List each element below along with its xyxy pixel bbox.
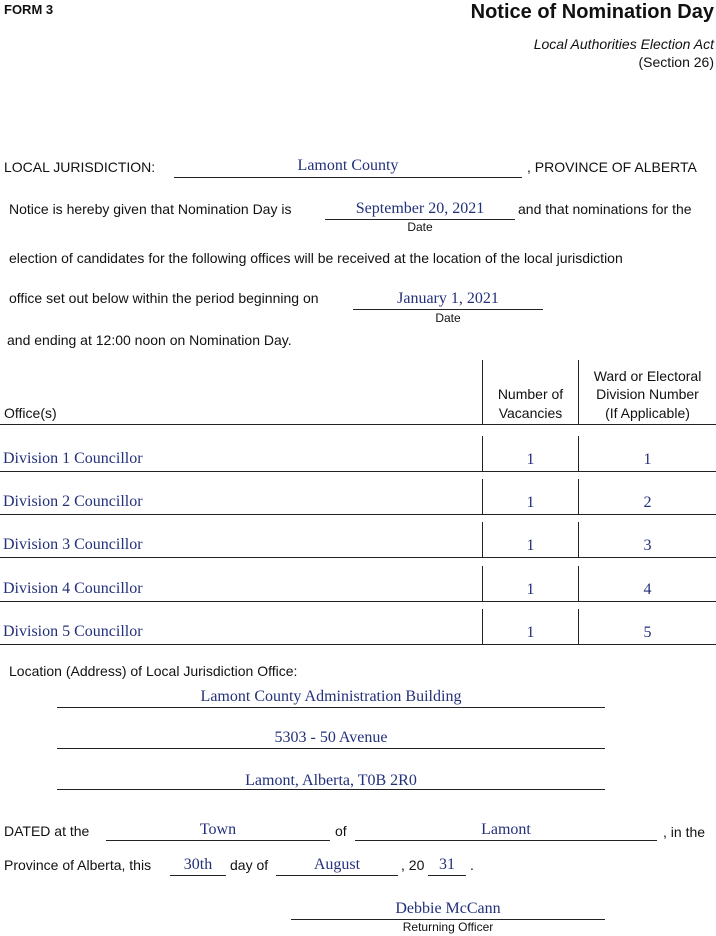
dated-place-type-underline [106,840,330,841]
notice-line4: and ending at 12:00 noon on Nomination Day. [7,332,292,348]
nomination-date: September 20, 2021 [355,200,485,217]
row-office: Division 3 Councillor [3,536,143,553]
signature-name: Debbie McCann [395,900,501,917]
col-ward-header-3: (If Applicable) [605,405,690,421]
row-rule [0,601,716,602]
notice-line3-prefix: office set out below within the period beginning on [9,290,319,306]
dated-suffix: , in the [663,824,706,840]
begin-date: January 1, 2021 [397,290,499,307]
dated-month: August [313,856,361,873]
location-label: Location (Address) of Local Jurisdiction Office: [9,663,298,679]
row-ward: 2 [643,494,652,511]
row-vacancies: 1 [526,581,535,598]
notice-line1-prefix: Notice is hereby given that Nomination Day is [9,201,292,217]
act-name: Local Authorities Election Act [533,36,714,52]
row-vacancies: 1 [526,537,535,554]
nomination-date-caption: Date [407,220,433,234]
row-office: Division 5 Councillor [3,623,143,640]
col-ward-header-2: Division Number [596,386,699,402]
dated-day: 30th [183,856,213,873]
jurisdiction-label: LOCAL JURISDICTION: [4,159,156,175]
notice-line2: election of candidates for the following offices will be received at the location of the local jurisdiction [9,250,623,266]
page-title: Notice of Nomination Day [470,1,714,23]
row-vacancies: 1 [526,624,535,641]
province-suffix: , PROVINCE OF ALBERTA [527,159,697,175]
dated-year: 31 [439,856,455,873]
row-vacancies: 1 [526,494,535,511]
location-line2-underline [57,748,605,749]
dated-month-underline [276,875,398,876]
row-ward: 3 [643,537,652,554]
row-rule [0,557,716,558]
dated-period: . [470,857,474,873]
dated-place-type: Town [199,821,237,838]
signature-title: Returning Officer [402,920,494,934]
notice-line1-suffix: and that nominations for the [518,201,692,217]
row-vacancies: 1 [526,451,535,468]
location-line1-underline [57,707,605,708]
dated-place: Lamont [481,821,531,838]
row-ward: 1 [643,451,652,468]
dated-year-prefix: , 20 [401,857,425,873]
row-ward: 4 [643,581,652,598]
location-line3-underline [57,789,605,790]
row-office: Division 1 Councillor [3,450,143,467]
dated-of: of [335,823,347,839]
row-office: Division 2 Councillor [3,493,143,510]
dated-line2-prefix: Province of Alberta, this [4,857,152,873]
location-line2: 5303 - 50 Avenue [274,729,388,746]
col-ward-header-1: Ward or Electoral [593,368,702,384]
dated-year-underline [428,875,466,876]
row-rule [0,644,716,645]
table-header-rule [0,424,716,425]
dated-day-underline [170,875,226,876]
form-number: FORM 3 [4,2,54,17]
col-office-header: Office(s) [4,405,57,421]
col-vacancies-header-1: Number of [497,386,564,402]
row-rule [0,471,716,472]
col-vacancies-header-2: Vacancies [498,405,563,421]
dated-place-underline [355,840,657,841]
jurisdiction-value: Lamont County [297,157,399,174]
row-rule [0,514,716,515]
row-office: Division 4 Councillor [3,580,143,597]
row-ward: 5 [643,624,652,641]
dated-prefix: DATED at the [4,823,90,839]
act-section: (Section 26) [638,54,714,70]
jurisdiction-underline [174,177,522,178]
location-line3: Lamont, Alberta, T0B 2R0 [245,772,417,789]
dated-day-of: day of [230,857,269,873]
begin-date-caption: Date [435,311,461,325]
location-line1: Lamont County Administration Building [200,688,462,705]
begin-date-underline [353,309,543,310]
